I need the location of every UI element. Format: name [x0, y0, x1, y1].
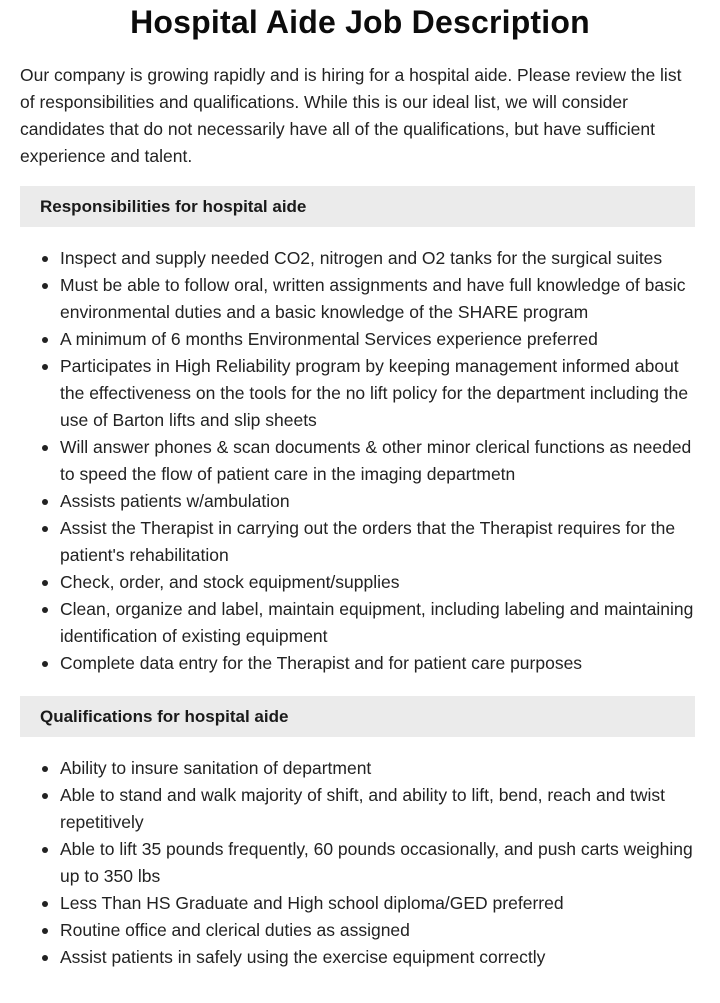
- list-item: [0, 596, 720, 650]
- bullet-icon: [42, 526, 48, 532]
- list-item: [0, 326, 720, 353]
- list-item: [0, 353, 720, 434]
- list-item-text: Will answer phones & scan documents & other minor clerical functions as needed to speed the flow of patient care in the imaging departmetn: [60, 437, 692, 484]
- bullet-icon: [42, 364, 48, 370]
- list-item-text: Assist patients in safely using the exercise equipment correctly: [60, 947, 546, 967]
- bullet-icon: [42, 607, 48, 613]
- list-item-text: Less Than HS Graduate and High school diploma/GED preferred: [60, 893, 564, 913]
- list-item: [0, 569, 720, 596]
- bullet-icon: [42, 499, 48, 505]
- bullet-icon: [42, 847, 48, 853]
- intro-paragraph: Our company is growing rapidly and is hiring for a hospital aide. Please review the list of responsibilities and qualifications. While this is our ideal list, we will consider candidates that do not necessarily have all of the qualifications, but have sufficient experience and talent.: [20, 65, 682, 166]
- bullet-icon: [42, 955, 48, 961]
- bullet-icon: [42, 661, 48, 667]
- bullet-icon: [42, 337, 48, 343]
- qualifications-list: [0, 755, 720, 971]
- bullet-icon: [42, 928, 48, 934]
- list-item-text: A minimum of 6 months Environmental Services experience preferred: [60, 329, 598, 349]
- list-item: [0, 434, 720, 488]
- bullet-icon: [42, 766, 48, 772]
- list-item-text: Ability to insure sanitation of department: [60, 758, 372, 778]
- list-item: [0, 272, 720, 326]
- bullet-icon: [42, 580, 48, 586]
- list-item: [0, 650, 720, 677]
- list-item-text: Assists patients w/ambulation: [60, 491, 290, 511]
- bullet-icon: [42, 793, 48, 799]
- list-item: [0, 890, 720, 917]
- list-item: [0, 755, 720, 782]
- list-item: [0, 245, 720, 272]
- list-item-text: Must be able to follow oral, written assignments and have full knowledge of basic environmental duties and a basic knowledge of the SHARE program: [60, 275, 686, 322]
- list-item: [0, 488, 720, 515]
- list-item-text: Inspect and supply needed CO2, nitrogen and O2 tanks for the surgical suites: [60, 248, 663, 268]
- list-item: [0, 944, 720, 971]
- list-item-text: Routine office and clerical duties as assigned: [60, 920, 410, 940]
- page-title: Hospital Aide Job Description: [130, 4, 590, 40]
- list-item: [0, 917, 720, 944]
- list-item-text: Participates in High Reliability program by keeping management informed about the effectiveness on the tools for the no lift policy for the department including the use of Barton lifts and slip sheets: [60, 356, 689, 430]
- list-item-text: Clean, organize and label, maintain equipment, including labeling and maintaining identification of existing equipment: [60, 599, 694, 646]
- qualifications-heading: Qualifications for hospital aide: [20, 696, 695, 737]
- responsibilities-list: [0, 245, 720, 677]
- bullet-icon: [42, 256, 48, 262]
- list-item-text: Able to lift 35 pounds frequently, 60 pounds occasionally, and push carts weighing up to 350 lbs: [60, 839, 693, 886]
- bullet-icon: [42, 445, 48, 451]
- list-item-text: Check, order, and stock equipment/supplies: [60, 572, 400, 592]
- list-item-text: Able to stand and walk majority of shift, and ability to lift, bend, reach and twist repetitively: [60, 785, 666, 832]
- list-item-text: Assist the Therapist in carrying out the orders that the Therapist requires for the patient's rehabilitation: [60, 518, 676, 565]
- list-item: [0, 836, 720, 890]
- list-item: [0, 515, 720, 569]
- list-item: [0, 782, 720, 836]
- responsibilities-heading: Responsibilities for hospital aide: [20, 186, 695, 227]
- list-item-text: Complete data entry for the Therapist and for patient care purposes: [60, 653, 583, 673]
- bullet-icon: [42, 901, 48, 907]
- bullet-icon: [42, 283, 48, 289]
